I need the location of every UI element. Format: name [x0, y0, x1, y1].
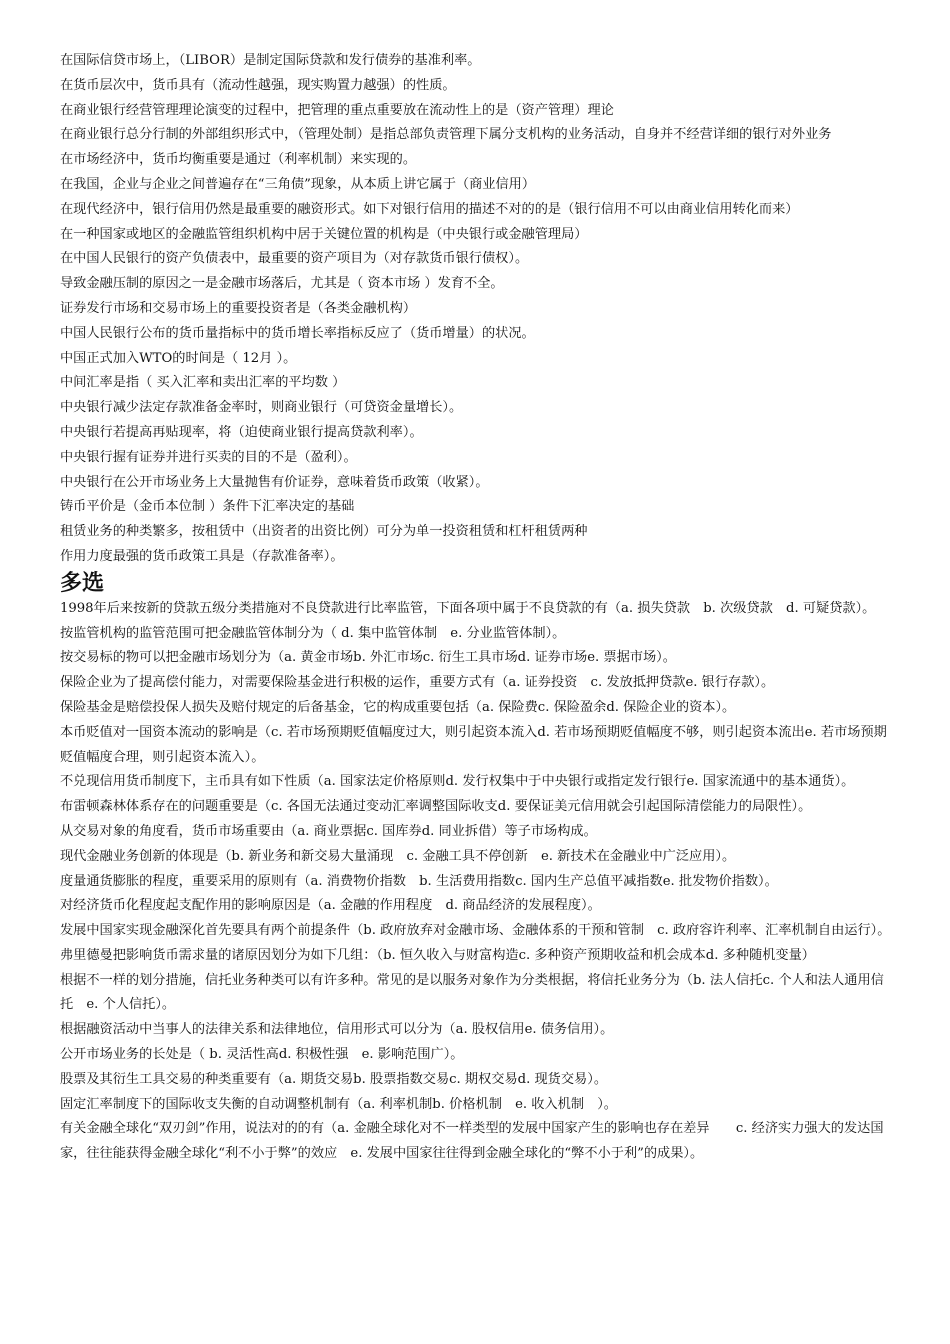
document-content: [60, 49, 896, 1167]
list-item: 有关金融全球化“双刃剑”作用，说法对的的有（a. 金融全球化对不一样类型的发展中国家产生的影响也存在差异 c. 经济实力强大的发达国家，往往能获得金融全球化“利不小于弊”的效应 e. 发展中国家往往得到金融全球化的“弊不小于利”的成果）。: [60, 1121, 884, 1162]
list-item: 在现代经济中，银行信用仍然是最重要的融资形式。如下对银行信用的描述不对的的是（银行信用不可以由商业信用转化而来）: [60, 201, 799, 217]
list-item: 按交易标的物可以把金融市场划分为（a. 黄金市场b. 外汇市场c. 衍生工具市场d. 证券市场e. 票据市场）。: [60, 650, 676, 666]
single-choice-list: [60, 49, 896, 570]
list-item: 根据融资活动中当事人的法律关系和法律地位，信用形式可以分为（a. 股权信用e. 债务信用）。: [60, 1022, 614, 1038]
list-item: 度量通货膨胀的程度，重要采用的原则有（a. 消费物价指数 b. 生活费用指数c. 国内生产总值平减指数e. 批发物价指数）。: [60, 873, 778, 889]
list-item: 中间汇率是指（ 买入汇率和卖出汇率的平均数 ）: [60, 375, 346, 391]
list-item: 作用力度最强的货币政策工具是（存款准备率）。: [60, 548, 344, 564]
list-item: 按监管机构的监管范围可把金融监管体制分为（ d. 集中监管体制 e. 分业监管体制）。: [60, 625, 566, 641]
list-item: 固定汇率制度下的国际收支失衡的自动调整机制有（a. 利率机制b. 价格机制 e. 收入机制 ）。: [60, 1096, 617, 1112]
list-item: 1998年后来按新的贷款五级分类措施对不良贷款进行比率监管，下面各项中属于不良贷款的有（a. 损失贷款 b. 次级贷款 d. 可疑贷款）。: [60, 600, 876, 616]
list-item: 中央银行减少法定存款准备金率时，则商业银行（可贷资金量增长）。: [60, 400, 463, 416]
list-item: 公开市场业务的长处是（ b. 灵活性高d. 积极性强 e. 影响范围广）。: [60, 1047, 464, 1063]
list-item: 中国人民银行公布的货币量指标中的货币增长率指标反应了（货币增量）的状况。: [60, 325, 535, 341]
list-item: 在商业银行总分行制的外部组织形式中，（管理处制）是指总部负责管理下属分支机构的业务活动，自身并不经营详细的银行对外业务: [60, 127, 832, 143]
list-item: 租赁业务的种类繁多，按租赁中（出资者的出资比例）可分为单一投资租赁和杠杆租赁两种: [60, 524, 588, 540]
list-item: 根据不一样的划分措施，信托业务种类可以有许多种。常见的是以服务对象作为分类根据，将信托业务分为（b. 法人信托c. 个人和法人通用信托 e. 个人信托）。: [60, 972, 884, 1013]
list-item: 在一种国家或地区的金融监管组织机构中居于关键位置的机构是（中央银行或金融管理局）: [60, 226, 588, 242]
list-item: 在市场经济中，货币均衡重要是通过（利率机制）来实现的。: [60, 152, 417, 168]
list-item: 弗里德曼把影响货币需求量的诸原因划分为如下几组：（b. 恒久收入与财富构造c. 多种资产预期收益和机会成本d. 多种随机变量）: [60, 947, 815, 963]
list-item: 证券发行市场和交易市场上的重要投资者是（各类金融机构）: [60, 300, 417, 316]
list-item: 铸币平价是（金币本位制 ）条件下汇率决定的基础: [60, 499, 355, 515]
section-heading-multi-choice: 多选: [60, 570, 105, 596]
list-item: 在中国人民银行的资产负债表中，最重要的资产项目为（对存款货币银行债权）。: [60, 251, 529, 267]
list-item: 股票及其衍生工具交易的种类重要有（a. 期货交易b. 股票指数交易c. 期权交易d. 现货交易）。: [60, 1071, 608, 1087]
list-item: 在商业银行经营管理理论演变的过程中，把管理的重点重要放在流动性上的是（资产管理）理论: [60, 102, 614, 118]
list-item: 不兑现信用货币制度下，主币具有如下性质（a. 国家法定价格原则d. 发行权集中于中央银行或指定发行银行e. 国家流通中的基本通货）。: [60, 774, 855, 790]
list-item: 在我国，企业与企业之间普遍存在“三角债”现象，从本质上讲它属于（商业信用）: [60, 176, 536, 192]
list-item: 在货币层次中，货币具有（流动性越强，现实购置力越强）的性质。: [60, 77, 456, 93]
list-item: 本币贬值对一国资本流动的影响是（c. 若市场预期贬值幅度过大，则引起资本流入d. 若市场预期贬值幅度不够，则引起资本流出e. 若市场预期贬值幅度合理，则引起资本流入）。: [60, 724, 887, 765]
list-item: 布雷顿森林体系存在的问题重要是（c. 各国无法通过变动汇率调整国际收支d. 要保证美元信用就会引起国际清偿能力的局限性）。: [60, 799, 812, 815]
list-item: 保险企业为了提高偿付能力，对需要保险基金进行积极的运作，重要方式有（a. 证券投资 c. 发放抵押贷款e. 银行存款）。: [60, 675, 775, 691]
list-item: 导致金融压制的原因之一是金融市场落后，尤其是（ 资本市场 ）发育不全。: [60, 276, 504, 292]
list-item: 保险基金是赔偿投保人损失及赔付规定的后备基金，它的构成重要包括（a. 保险费c. 保险盈余d. 保险企业的资本）。: [60, 699, 736, 715]
multi-choice-list: [60, 597, 896, 1167]
list-item: 中国正式加入WTO的时间是（ 12月 ）。: [60, 350, 297, 366]
list-item: 中央银行若提高再贴现率，将（迫使商业银行提高贷款利率）。: [60, 424, 423, 440]
list-item: 中央银行握有证券并进行买卖的目的不是（盈利）。: [60, 449, 357, 465]
list-item: 在国际信贷市场上，（LIBOR）是制定国际贷款和发行债券的基准利率。: [60, 53, 481, 68]
list-item: 对经济货币化程度起支配作用的影响原因是（a. 金融的作用程度 d. 商品经济的发展程度）。: [60, 898, 601, 914]
list-item: 现代金融业务创新的体现是（b. 新业务和新交易大量涌现 c. 金融工具不停创新 e. 新技术在金融业中广泛应用）。: [60, 848, 736, 864]
list-item: 发展中国家实现金融深化首先要具有两个前提条件（b. 政府放弃对金融市场、金融体系的干预和管制 c. 政府容许利率、汇率机制自由运行）。: [60, 923, 891, 939]
list-item: 中央银行在公开市场业务上大量抛售有价证券，意味着货币政策（收紧）。: [60, 474, 489, 490]
list-item: 从交易对象的角度看，货币市场重要由（a. 商业票据c. 国库券d. 同业拆借）等子市场构成。: [60, 823, 597, 839]
